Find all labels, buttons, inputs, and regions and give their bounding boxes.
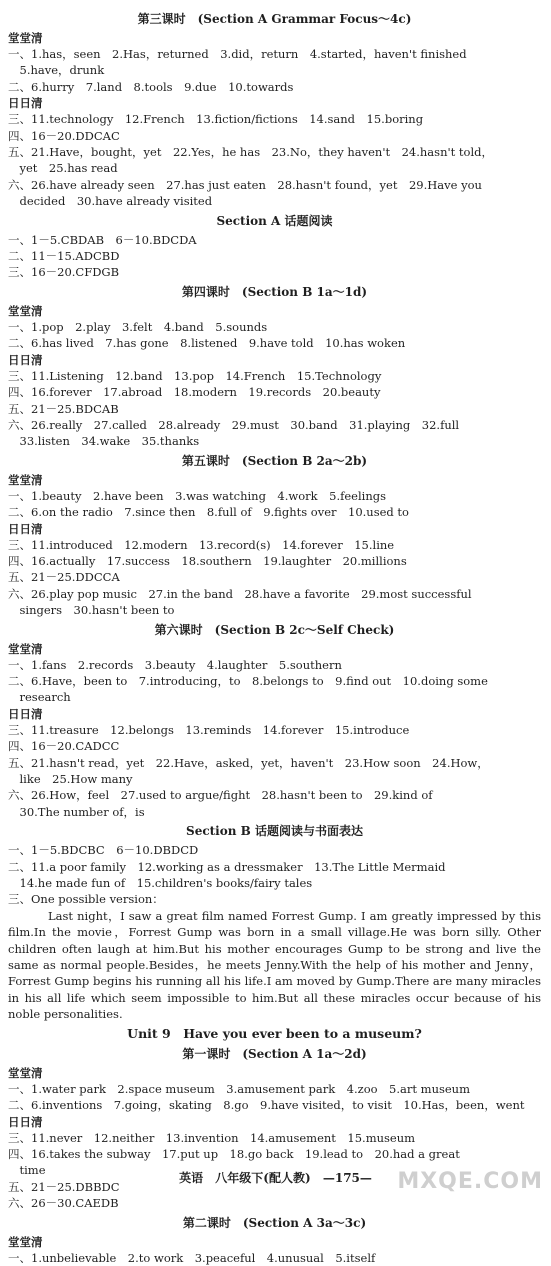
answer-line: 三、11.never 12.neither 13.invention 14.amusement 15.museum <box>8 1130 416 1145</box>
answer-line: 二、11－15.ADCBD <box>8 249 120 264</box>
answer-line: 一、1.water park 2.space museum 3.amusement park 4.zoo 5.art museum <box>8 1081 470 1096</box>
answer-line: 二、6.inventions 7.going，skating 8.go 9.have visited，to visit 10.Has，been，went <box>8 1098 525 1113</box>
answer-line: 三、16－20.CFDGB <box>8 265 120 280</box>
answer-line: 六、26.really 27.called 28.already 29.must 30.band 31.playing 32.full <box>8 417 460 432</box>
answer-line: 一、1.pop 2.play 3.felt 4.band 5.sounds <box>8 319 268 334</box>
answer-line: 四、16.actually 17.success 18.southern 19.laughter 20.millions <box>8 553 407 568</box>
section-heading: Section A 话题阅读 <box>216 213 333 228</box>
answer-line: like 25.How many <box>8 772 133 786</box>
exercise-label: 日日清 <box>8 1114 43 1129</box>
answer-line: 四、16.takes the subway 17.put up 18.go back 19.lead to 20.had a great <box>8 1146 460 1161</box>
answer-line: time <box>8 1163 46 1178</box>
answer-line: 30.The number of，is <box>8 804 145 819</box>
answer-line: 一、1.beauty 2.have been 3.was watching 4.work 5.feelings <box>8 488 387 503</box>
answer-line: 二、6.Have，been to 7.introducing，to 8.belongs to 9.find out 10.doing some <box>8 673 488 688</box>
answer-line: 六、26.play pop music 27.in the band 28.have a favorite 29.most successful <box>8 586 472 601</box>
answer-line: 五、21－25.BDCAB <box>8 401 119 416</box>
answer-line: 五、21.hasn't read，yet 22.Have，asked，yet，haven't 23.How soon 24.How， <box>8 755 489 770</box>
answer-line: 二、6.has lived 7.has gone 8.listened 9.have told 10.has woken <box>8 336 406 351</box>
answer-line: 五、21.Have，bought，yet 22.Yes，he has 23.No，they haven't 24.hasn't told， <box>8 145 493 160</box>
section-heading: Unit 9 Have you ever been to a museum? <box>127 1025 422 1041</box>
exercise-label: 堂堂清 <box>8 303 43 318</box>
answer-line: 三、11.treasure 12.belongs 13.reminds 14.forever 15.introduce <box>8 722 410 737</box>
answer-line: 三、One possible version： <box>8 892 164 907</box>
answer-line: 一、1－5.BDCBC 6－10.DBDCD <box>8 843 199 858</box>
answer-line: 六、26.How，feel 27.used to argue/fight 28.hasn't been to 29.kind of <box>8 788 433 803</box>
section-heading: 第一课时 (Section A 1a～2d) <box>182 1046 367 1061</box>
exercise-label: 堂堂清 <box>8 641 43 656</box>
answer-line: 六、26.have already seen 27.has just eaten 28.hasn't found，yet 29.Have you <box>8 177 482 192</box>
answer-line: 六、26－30.CAEDB <box>8 1196 119 1211</box>
answer-line: 5.have，drunk <box>8 63 105 78</box>
answer-line: 四、16－20.CADCC <box>8 739 120 754</box>
answer-line: 五、21－25.DDCCA <box>8 570 120 585</box>
answer-line: 三、11.Listening 12.band 13.pop 14.French 15.Technology <box>8 368 382 383</box>
exercise-label: 堂堂清 <box>8 472 43 487</box>
section-heading: 第二课时 (Section A 3a～3c) <box>182 1215 367 1230</box>
section-heading: 第六课时 (Section B 2c～Self Check) <box>154 622 395 637</box>
exercise-label: 日日清 <box>8 96 43 111</box>
answer-line: singers 30.hasn't been to <box>8 603 175 618</box>
exercise-label: 日日清 <box>8 352 43 367</box>
section-heading: 第三课时 (Section A Grammar Focus～4c) <box>137 12 412 26</box>
answer-line: decided 30.have already visited <box>8 194 213 209</box>
answer-line: yet 25.has read <box>8 161 118 176</box>
answer-line: 一、1.unbelievable 2.to work 3.peaceful 4.unusual 5.itself <box>8 1250 376 1265</box>
exercise-label: 堂堂清 <box>8 31 43 45</box>
answer-line: 二、11.a poor family 12.working as a dressmaker 13.The Little Mermaid <box>8 859 446 874</box>
answer-line: 四、16.forever 17.abroad 18.modern 19.records 20.beauty <box>8 385 381 400</box>
answer-line: 一、1－5.CBDAB 6－10.BDCDA <box>8 232 197 247</box>
answer-line: 二、6.hurry 7.land 8.tools 9.due 10.towards <box>8 79 294 94</box>
answer-line: 33.listen 34.wake 35.thanks <box>8 434 200 449</box>
answer-line: 14.he made fun of 15.children's books/fairy tales <box>8 876 313 891</box>
answer-line: 二、6.on the radio 7.since then 8.full of 9.fights over 10.used to <box>8 505 409 520</box>
section-heading: Section B 话题阅读与书面表达 <box>186 824 363 839</box>
section-heading: 第四课时 (Section B 1a～1d) <box>181 284 368 299</box>
answer-content <box>8 10 541 1266</box>
essay-paragraph: Last night，I saw a great film named Forrest Gump. I am greatly impressed by this film.In the movie，Forrest Gump was born in a small village.He was born silly. Other children often laugh at him.But his mother encourages Gump to be strong and live the same as normal people.Besides，he meets Jenny.With the help of his mother and Jenny，Forrest Gump begins his running all his life.I am moved by Gump.There are many miracles in his all life which seem impossible to him.But all these miracles occur because of his noble personalities. <box>8 908 541 1022</box>
exercise-label: 日日清 <box>8 521 43 536</box>
answer-line: 一、1.fans 2.records 3.beauty 4.laughter 5.southern <box>8 657 342 672</box>
footer-grade: 八年级下(配人教) <box>215 1171 311 1185</box>
footer-page-number: —175— <box>322 1171 372 1185</box>
answer-line: 五、21－25.DBBDC <box>8 1179 120 1194</box>
exercise-label: 堂堂清 <box>8 1065 43 1080</box>
answer-line: research <box>8 690 71 705</box>
watermark-logo: MXQE.COM <box>397 1169 543 1194</box>
answer-line: 四、16－20.DDCAC <box>8 128 120 143</box>
answer-line: 一、1.has，seen 2.Has，returned 3.did，return 4.started，haven't finished <box>8 47 467 61</box>
answer-line: 三、11.introduced 12.modern 13.record(s) 14.forever 15.line <box>8 537 395 552</box>
footer-subject: 英语 <box>179 1171 204 1185</box>
exercise-label: 堂堂清 <box>8 1234 43 1249</box>
answer-line: 三、11.technology 12.French 13.fiction/fictions 14.sand 15.boring <box>8 112 424 127</box>
exercise-label: 日日清 <box>8 706 43 721</box>
section-heading: 第五课时 (Section B 2a～2b) <box>181 453 368 468</box>
